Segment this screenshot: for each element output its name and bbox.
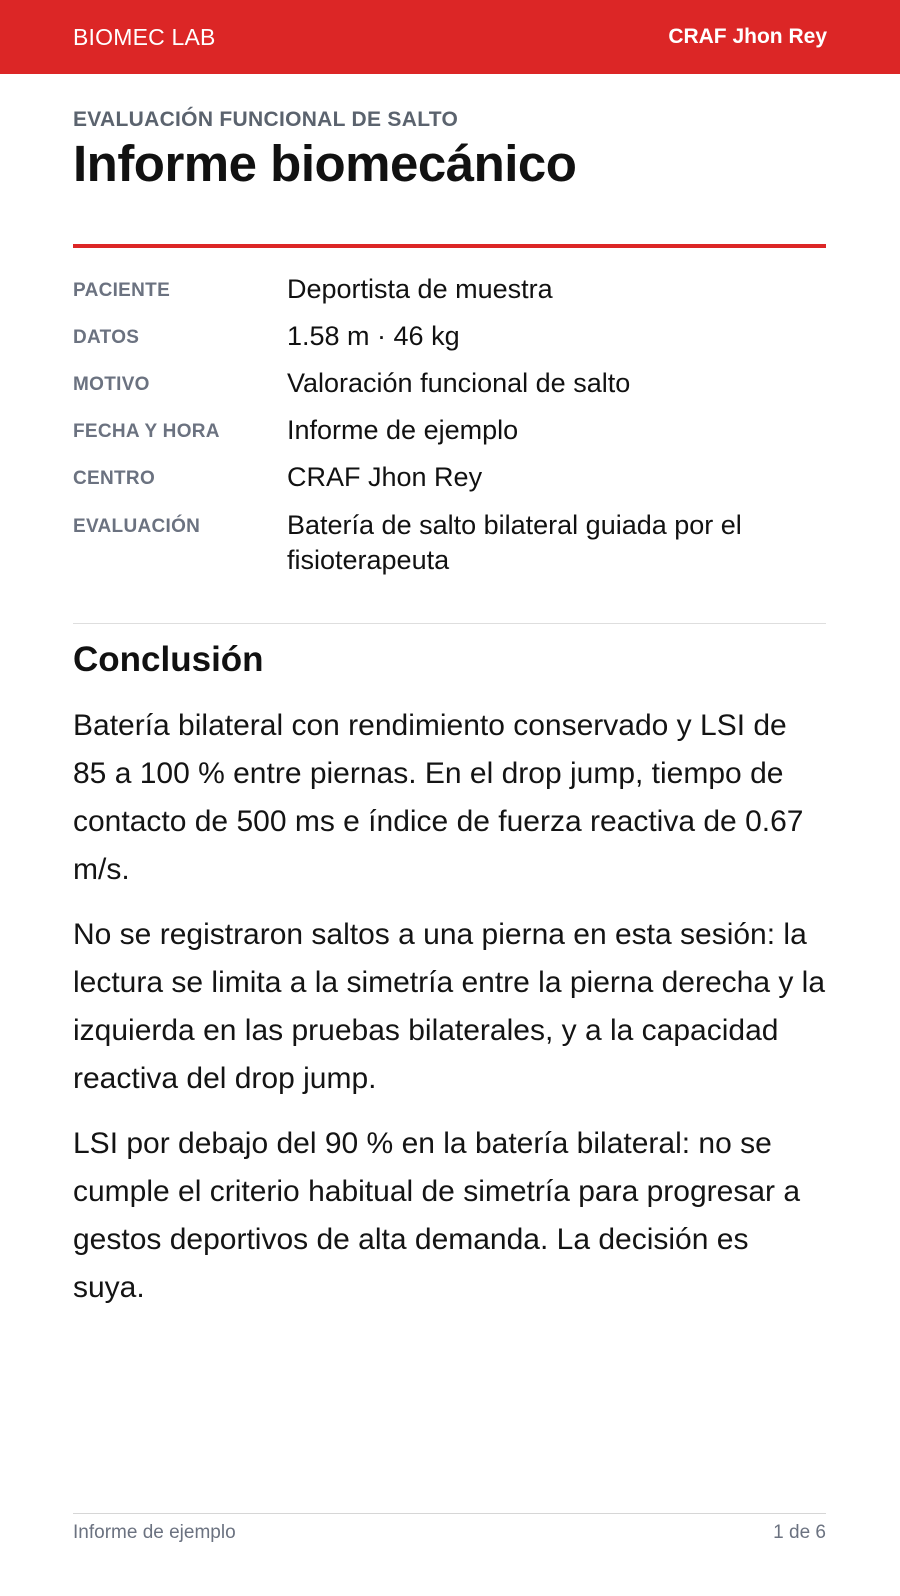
conclusion-paragraph: Batería bilateral con rendimiento conservado y LSI de 85 a 100 % entre piernas. En el drop jump, tiempo de contacto de 500 ms e índice de fuerza reactiva de 0.67 m/s. bbox=[73, 708, 804, 886]
info-row-evaluacion bbox=[73, 508, 826, 578]
info-row-motivo bbox=[73, 366, 826, 401]
page-title: Informe biomecánico bbox=[73, 135, 577, 192]
conclusion-paragraph: No se registraron saltos a una pierna en esta sesión: la lectura se limita a la simetría entre la pierna derecha y la izquierda en las pruebas bilaterales, y a la capacidad reactiva del drop jump. bbox=[73, 917, 826, 1095]
info-value: Valoración funcional de salto bbox=[287, 368, 631, 399]
page-number: 1 de 6 bbox=[773, 1522, 826, 1543]
info-value: Informe de ejemplo bbox=[287, 415, 519, 446]
section-title: Conclusión bbox=[73, 639, 264, 679]
info-label: CENTRO bbox=[73, 468, 156, 490]
info-label: FECHA Y HORA bbox=[73, 421, 220, 443]
center-name: CRAF Jhon Rey bbox=[668, 25, 827, 48]
info-row-fecha bbox=[73, 413, 826, 448]
info-label: EVALUACIÓN bbox=[73, 515, 201, 537]
report-eyebrow: EVALUACIÓN FUNCIONAL DE SALTO bbox=[73, 108, 459, 131]
info-row-centro bbox=[73, 460, 826, 495]
info-value: 1.58 m · 46 kg bbox=[287, 321, 460, 352]
info-value: Batería de salto bilateral guiada por el fisioterapeuta bbox=[287, 509, 742, 575]
info-label: DATOS bbox=[73, 327, 140, 349]
brand-logo-text: BIOMEC LAB bbox=[73, 23, 216, 50]
top-header-bar bbox=[0, 0, 900, 74]
info-value: Deportista de muestra bbox=[287, 274, 553, 305]
info-row-paciente bbox=[73, 272, 826, 307]
info-label: MOTIVO bbox=[73, 374, 150, 396]
conclusion-paragraph: LSI por debajo del 90 % en la batería bilateral: no se cumple el criterio habitual de simetría para progresar a gestos deportivos de alta demanda. La decisión es suya. bbox=[73, 1126, 801, 1304]
footer-label: Informe de ejemplo bbox=[73, 1522, 236, 1543]
report-content bbox=[73, 74, 826, 1312]
info-row-datos bbox=[73, 319, 826, 354]
info-label: PACIENTE bbox=[73, 280, 171, 302]
section-divider bbox=[73, 623, 826, 624]
conclusion-section bbox=[73, 640, 826, 1312]
info-value: CRAF Jhon Rey bbox=[287, 462, 483, 493]
patient-info-table bbox=[73, 272, 826, 578]
title-divider bbox=[73, 244, 826, 248]
page-footer bbox=[73, 1513, 826, 1544]
